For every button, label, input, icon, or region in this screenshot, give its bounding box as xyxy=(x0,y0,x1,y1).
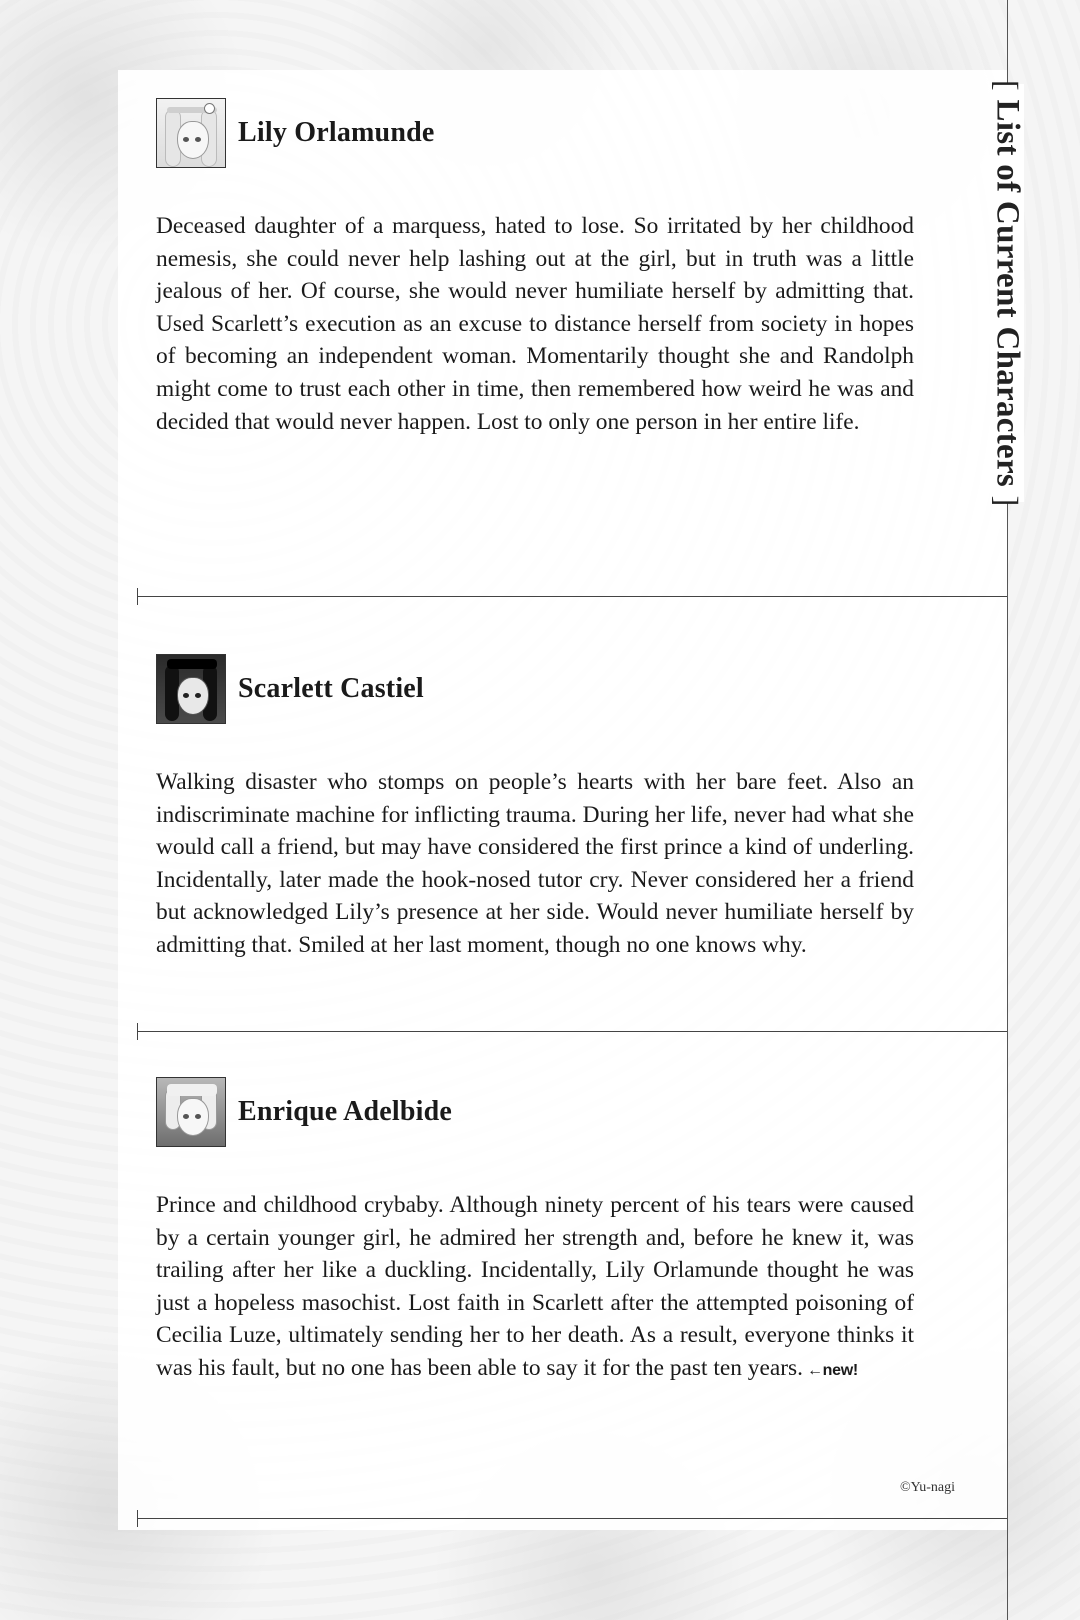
character-entry-lily xyxy=(156,98,914,438)
sidebar-title-text: List of Current Characters xyxy=(989,99,1026,487)
character-description-text: Prince and childhood crybaby. Although ninety percent of his tears were caused by a certain younger girl, he admired her strength and, before he knew it, was trailing after her like a duckling. Incidentally, Lily Orlamunde thought he was just a hopeless masochist. Lost faith in Scarlett after the attempted poisoning of Cecilia Luze, ultimately sending her to her death. As a result, everyone thinks it was his fault, but no one has been able to say it for the past ten years. xyxy=(156,1192,914,1381)
character-name: Lily Orlamunde xyxy=(238,117,435,148)
light-haired-prince-portrait-icon xyxy=(156,1077,226,1147)
section-divider xyxy=(137,1518,1007,1519)
bracket-open: [ xyxy=(989,79,1026,91)
character-description: Walking disaster who stomps on people’s hearts with her bare feet. Also an indiscriminate machine for inflicting trauma. During her life, never had what she would call a friend, but may have considered the first prince a kind of underling. Incidentally, later made the hook-nosed tutor cry. Never considered her a friend but acknowledged Lily’s presence at her side. Would never humiliate herself by admitting that. Smiled at her last moment, though no one knows why. xyxy=(156,769,914,958)
copyright-credit: ©Yu-nagi xyxy=(900,1480,955,1495)
dark-haired-girl-portrait-icon xyxy=(156,654,226,724)
character-name: Scarlett Castiel xyxy=(238,673,424,704)
character-description xyxy=(156,1189,914,1388)
character-header xyxy=(156,98,914,168)
sidebar-title xyxy=(989,79,1026,507)
character-name: Enrique Adelbide xyxy=(238,1096,453,1127)
section-divider xyxy=(137,1031,1007,1032)
character-entry-enrique xyxy=(156,1077,914,1388)
bracket-close: ] xyxy=(989,495,1026,507)
character-description: Deceased daughter of a marquess, hated to lose. So irritated by her childhood nemesis, she could never help lashing out at the girl, but in truth was a little jealous of her. Of course, she would never humiliate herself by admitting that. Used Scarlett’s execution as an excuse to distance herself from society in hopes of becoming an independent woman. Momentarily thought she and Randolph might come to trust each other in time, then remembered how weird he was and decided that would never happen. Lost to only one person in her entire life. xyxy=(156,213,914,435)
new-tag: ←new! xyxy=(806,1361,858,1379)
character-header xyxy=(156,654,914,724)
light-haired-girl-portrait-icon xyxy=(156,98,226,168)
character-header xyxy=(156,1077,914,1147)
character-entry-scarlett xyxy=(156,654,914,962)
section-divider xyxy=(137,596,1007,597)
